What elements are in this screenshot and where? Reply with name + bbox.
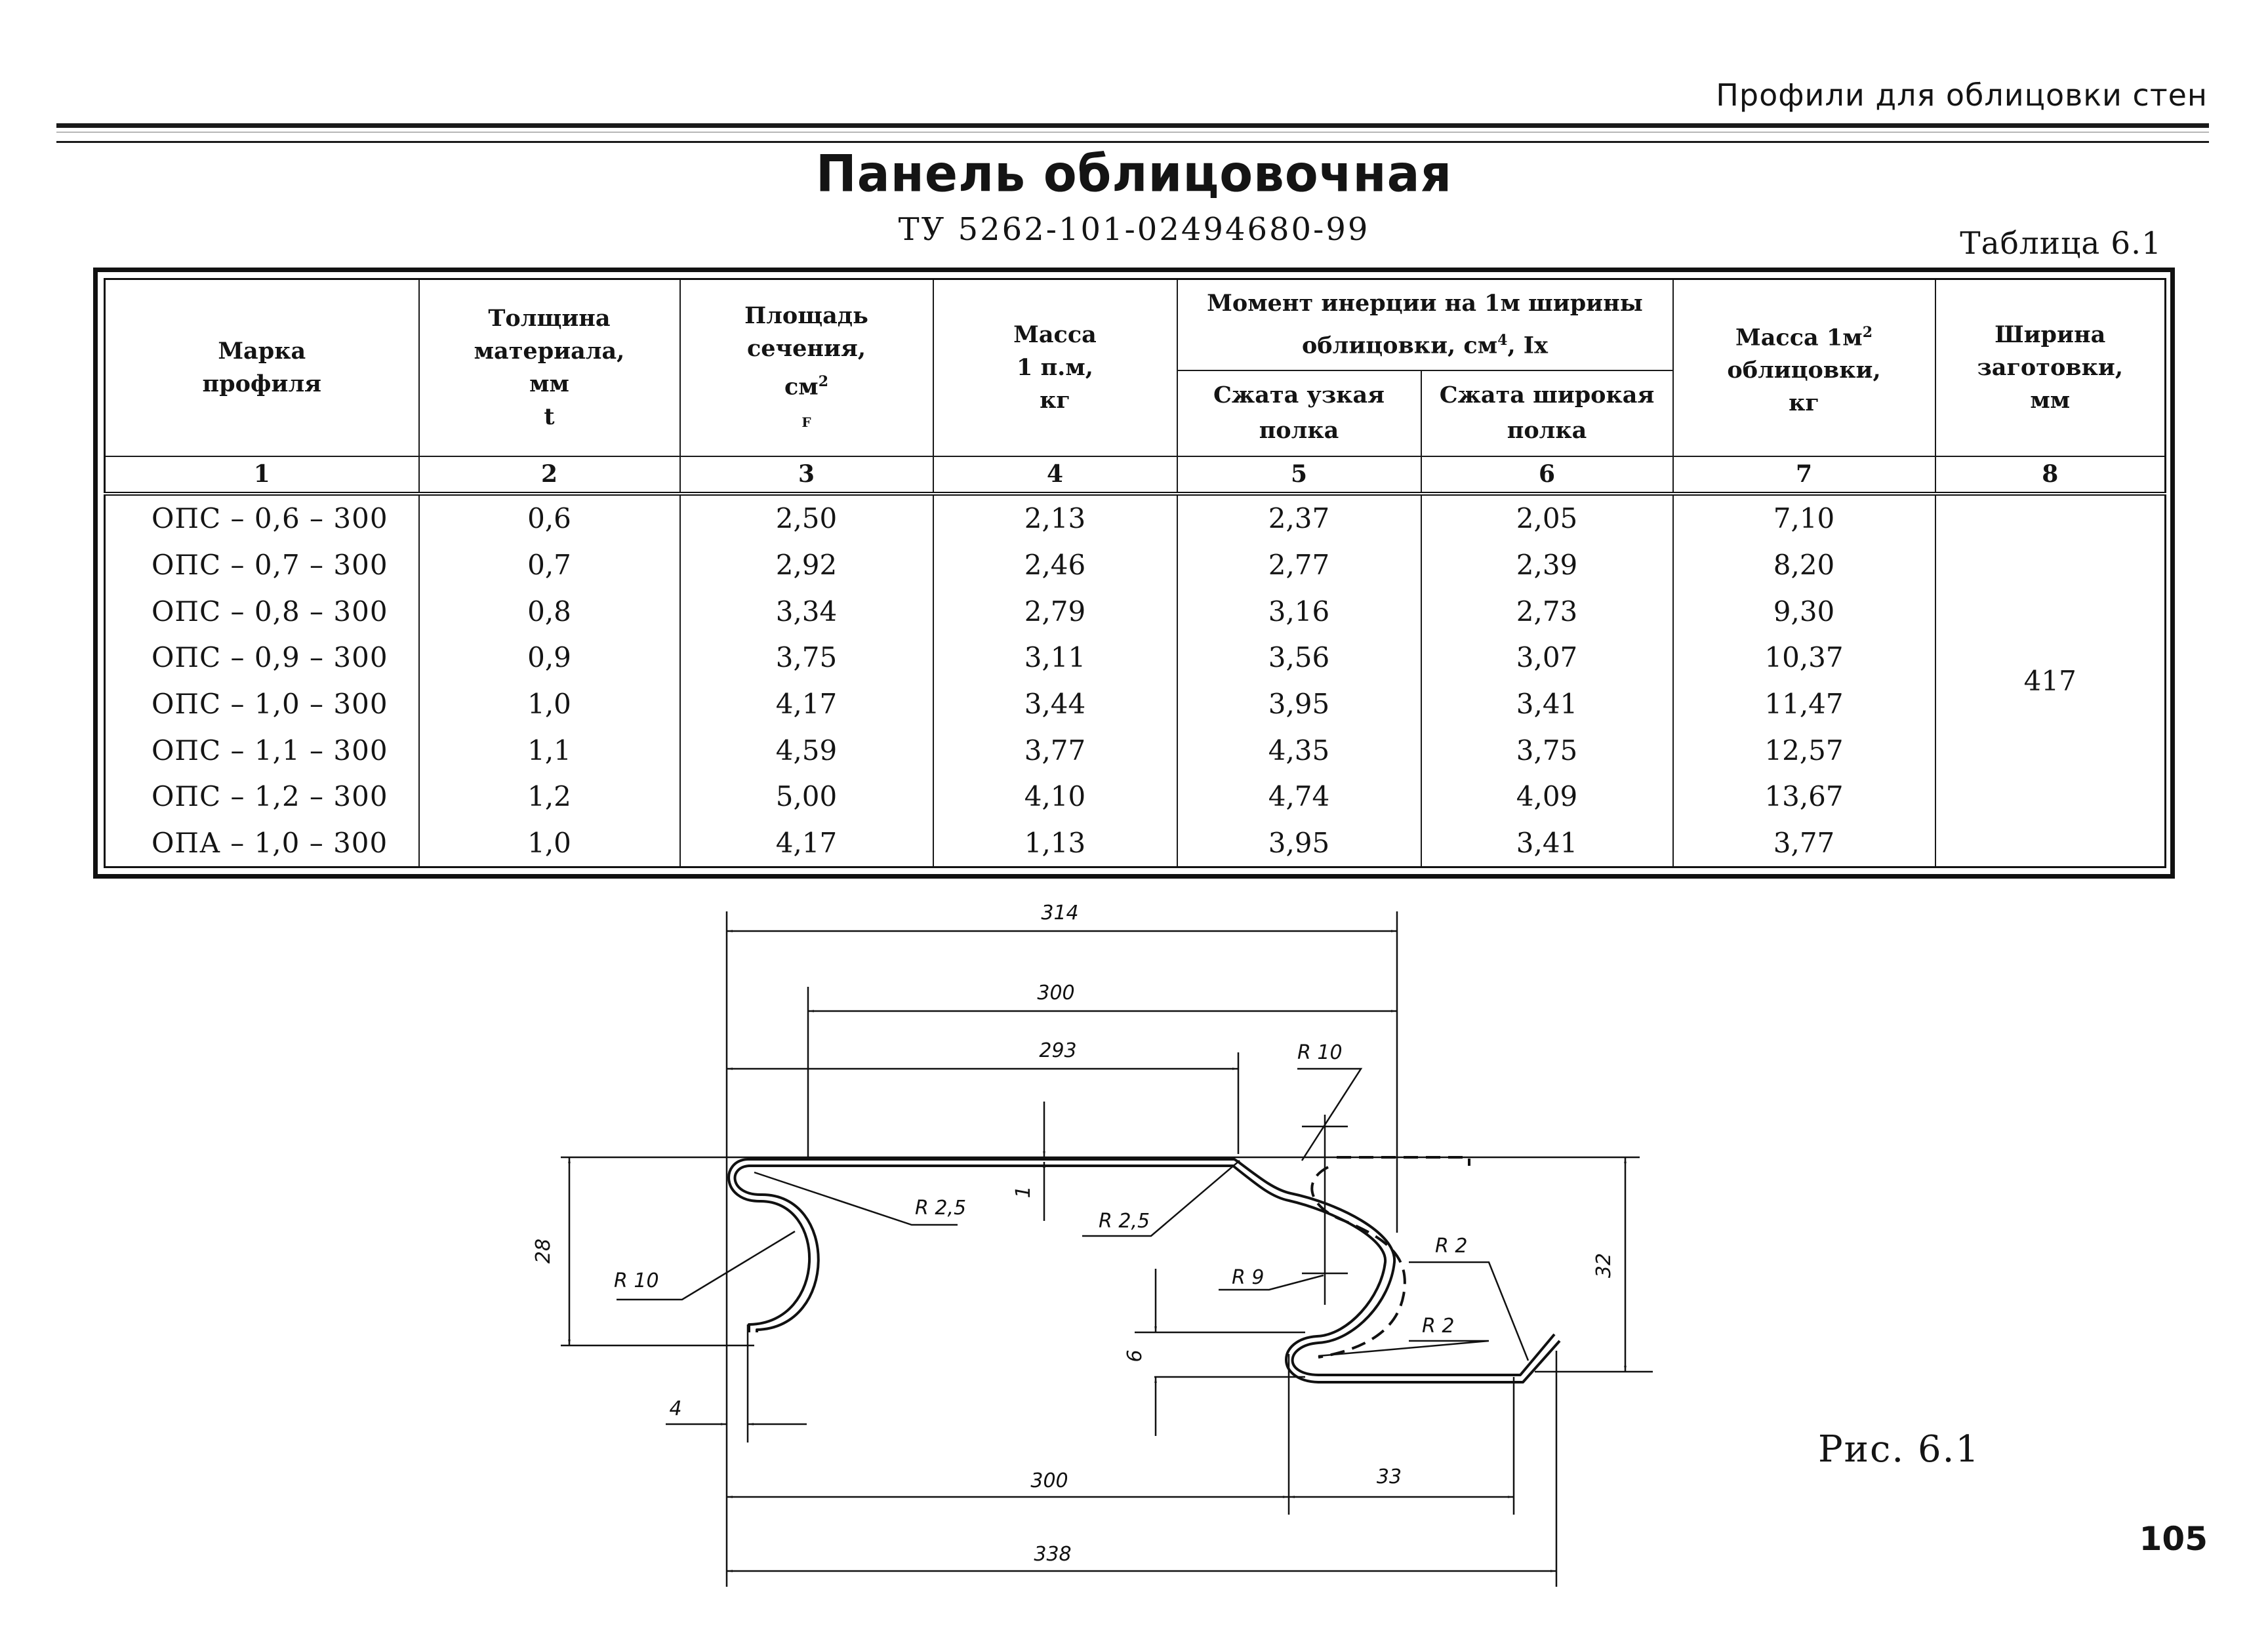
dim-1: 1 <box>1012 1185 1035 1199</box>
cell-mass-m2: 7,10 <box>1673 494 1935 542</box>
header-inertia: Момент инерции на 1м ширины облицовки, $см^4$, Ix <box>1177 279 1673 370</box>
cell-i-narrow: 3,95 <box>1177 820 1421 867</box>
dim-293: 293 <box>1039 1039 1077 1062</box>
radius-r2-bottom: R 2 <box>1422 1315 1455 1338</box>
cell-mass-m2: 13,67 <box>1673 774 1935 820</box>
cell-mass: 3,77 <box>933 727 1177 774</box>
column-number: 8 <box>1935 456 2166 494</box>
cell-mark: ОПС – 0,6 – 300 <box>105 494 419 542</box>
cell-t: 1,2 <box>419 774 680 820</box>
cell-area: 3,34 <box>680 588 933 635</box>
cell-mass: 2,79 <box>933 588 1177 635</box>
cell-i-wide: 3,41 <box>1421 681 1673 727</box>
cell-t: 1,0 <box>419 681 680 727</box>
cell-mass: 3,44 <box>933 681 1177 727</box>
figure-label: Рис. 6.1 <box>1818 1428 1981 1471</box>
cell-mass-m2: 10,37 <box>1673 635 1935 681</box>
cell-i-wide: 2,05 <box>1421 494 1673 542</box>
cell-i-narrow: 3,56 <box>1177 635 1421 681</box>
cell-mass-m2: 3,77 <box>1673 820 1935 867</box>
page-title: Панель облицовочная <box>815 144 1453 204</box>
standard-number: ТУ 5262-101-02494680-99 <box>898 211 1370 248</box>
header-inertia-wide: Сжата широкая полка <box>1421 370 1673 456</box>
leader-r2-bottom <box>1318 1341 1489 1356</box>
cell-mass: 2,46 <box>933 542 1177 588</box>
header-thickness: Толщина материала, мм t <box>419 279 680 457</box>
cell-area: 4,59 <box>680 727 933 774</box>
dim-32: 32 <box>1592 1252 1615 1279</box>
header-area: Площадь сечения, $см^2$ F <box>680 279 933 457</box>
cell-mass: 3,11 <box>933 635 1177 681</box>
cell-t: 0,9 <box>419 635 680 681</box>
radius-r2-top: R 2 <box>1435 1235 1468 1258</box>
running-header: Профили для облицовки стен <box>1716 77 2208 113</box>
cell-i-narrow: 3,95 <box>1177 681 1421 727</box>
column-number: 3 <box>680 456 933 494</box>
cell-blank-width: 417 <box>1935 494 2166 867</box>
header-mass-m2: Масса $1м^2$ облицовки, кг <box>1673 279 1935 457</box>
dim-314: 314 <box>1041 902 1079 925</box>
cell-t: 0,6 <box>419 494 680 542</box>
leader-r10-right <box>1297 1069 1361 1161</box>
header-mark: Марка профиля <box>105 279 419 457</box>
header-mass: Масса 1 п.м, кг <box>933 279 1177 457</box>
cell-t: 0,7 <box>419 542 680 588</box>
cell-area: 4,17 <box>680 820 933 867</box>
cell-area: 3,75 <box>680 635 933 681</box>
cell-i-wide: 2,39 <box>1421 542 1673 588</box>
header-inertia-narrow: Сжата узкая полка <box>1177 370 1421 456</box>
cell-i-narrow: 2,37 <box>1177 494 1421 542</box>
cell-t: 1,0 <box>419 820 680 867</box>
dim-33: 33 <box>1376 1465 1402 1488</box>
cell-i-wide: 3,07 <box>1421 635 1673 681</box>
radius-r9: R 9 <box>1232 1266 1265 1289</box>
profile-outer-line <box>729 1159 1554 1375</box>
cell-mark: ОПС – 0,7 – 300 <box>105 542 419 588</box>
dim-28: 28 <box>532 1238 555 1264</box>
cell-mark: ОПС – 1,0 – 300 <box>105 681 419 727</box>
cell-mass-m2: 12,57 <box>1673 727 1935 774</box>
cell-area: 4,17 <box>680 681 933 727</box>
cell-mass: 2,13 <box>933 494 1177 542</box>
table-caption: Таблица 6.1 <box>1960 226 2162 262</box>
column-number: 6 <box>1421 456 1673 494</box>
cell-mark: ОПС – 0,9 – 300 <box>105 635 419 681</box>
column-number: 5 <box>1177 456 1421 494</box>
cell-i-wide: 4,09 <box>1421 774 1673 820</box>
cell-mass: 4,10 <box>933 774 1177 820</box>
page-number: 105 <box>2139 1520 2208 1558</box>
cell-i-narrow: 4,35 <box>1177 727 1421 774</box>
cell-mass-m2: 8,20 <box>1673 542 1935 588</box>
cell-mark: ОПС – 1,1 – 300 <box>105 727 419 774</box>
cell-i-wide: 2,73 <box>1421 588 1673 635</box>
cell-mark: ОПА – 1,0 – 300 <box>105 820 419 867</box>
header-blank-width: Ширина заготовки, мм <box>1935 279 2166 457</box>
cell-i-narrow: 4,74 <box>1177 774 1421 820</box>
radius-r25-mid: R 2,5 <box>1099 1210 1150 1233</box>
dim-300-bottom: 300 <box>1030 1469 1068 1492</box>
cell-area: 2,92 <box>680 542 933 588</box>
cell-i-narrow: 2,77 <box>1177 542 1421 588</box>
cell-mark: ОПС – 1,2 – 300 <box>105 774 419 820</box>
radius-r25-left: R 2,5 <box>915 1197 967 1220</box>
column-number: 2 <box>419 456 680 494</box>
dim-338: 338 <box>1034 1543 1072 1566</box>
cell-mass-m2: 9,30 <box>1673 588 1935 635</box>
cell-i-narrow: 3,16 <box>1177 588 1421 635</box>
dim-300-top: 300 <box>1037 982 1075 1005</box>
dim-4: 4 <box>669 1397 682 1420</box>
radius-r10-left: R 10 <box>614 1269 659 1292</box>
cell-area: 5,00 <box>680 774 933 820</box>
cell-area: 2,50 <box>680 494 933 542</box>
cell-mark: ОПС – 0,8 – 300 <box>105 588 419 635</box>
cell-t: 1,1 <box>419 727 680 774</box>
radius-r10-right: R 10 <box>1297 1041 1343 1064</box>
column-number: 4 <box>933 456 1177 494</box>
cell-i-wide: 3,75 <box>1421 727 1673 774</box>
cell-mass-m2: 11,47 <box>1673 681 1935 727</box>
profile-inner-line <box>735 1166 1560 1382</box>
dim-6: 6 <box>1124 1349 1146 1363</box>
column-number: 7 <box>1673 456 1935 494</box>
cell-i-wide: 3,41 <box>1421 820 1673 867</box>
cell-mass: 1,13 <box>933 820 1177 867</box>
cell-t: 0,8 <box>419 588 680 635</box>
column-number: 1 <box>105 456 419 494</box>
